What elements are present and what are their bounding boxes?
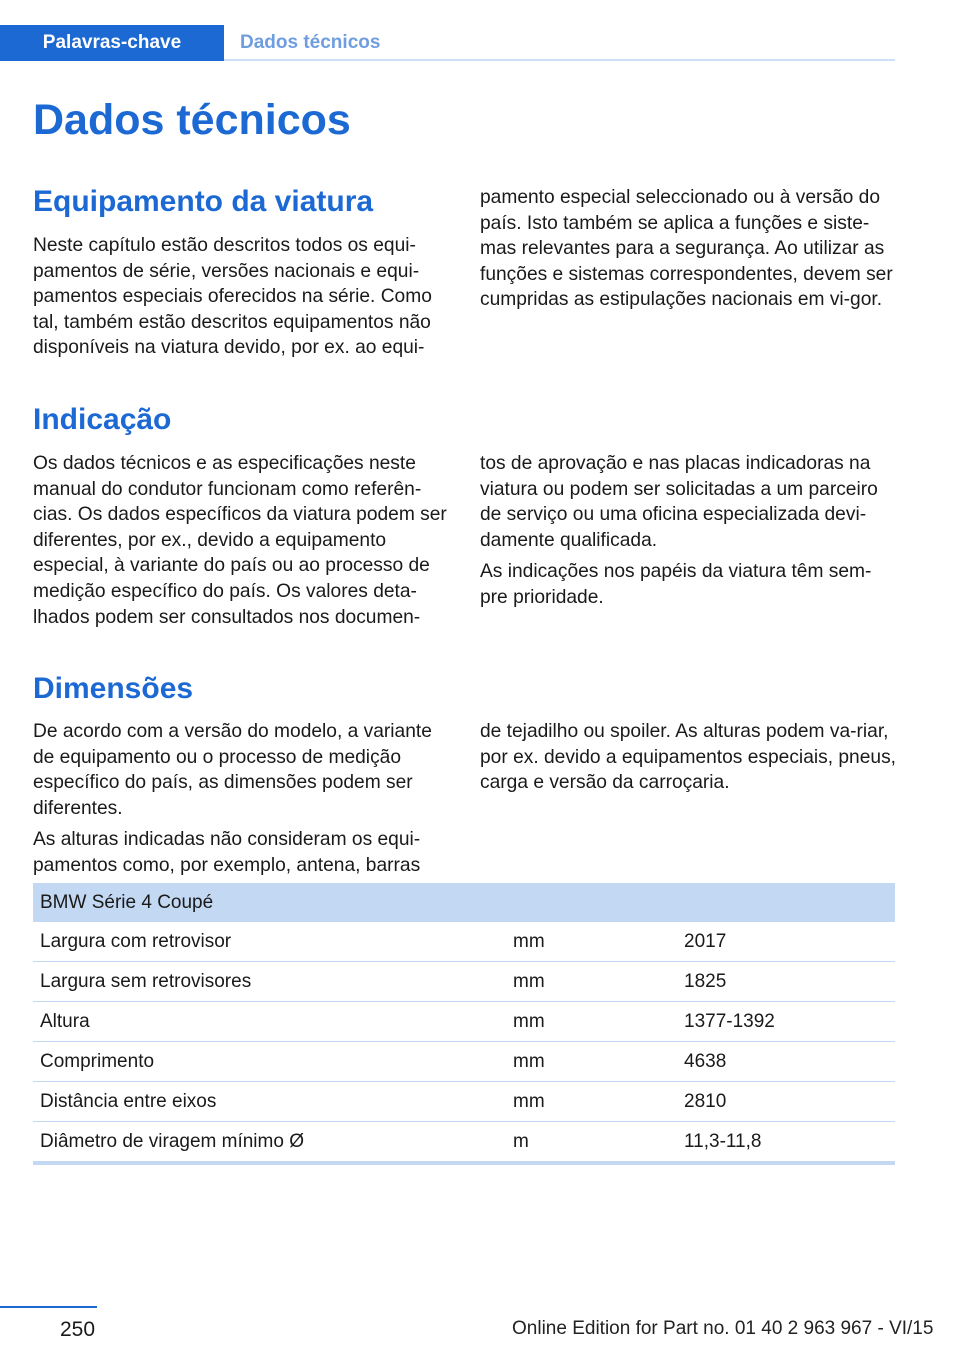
cell-label: Altura: [33, 1002, 506, 1042]
paragraph: De acordo com a versão do modelo, a variante de equipamento ou o processo de medição específico do país, as dimensões podem ser diferentes.: [33, 721, 432, 819]
cell-label: Largura com retrovisor: [33, 922, 506, 962]
cell-value: 4638: [677, 1042, 895, 1082]
indicacao-text-right: [480, 451, 896, 617]
cell-unit: mm: [506, 1082, 677, 1122]
cell-value: 1825: [677, 962, 895, 1002]
paragraph: As alturas indicadas não consideram os equi-pamentos como, por exemplo, antena, barras: [33, 829, 421, 876]
dimensoes-text-right: [480, 719, 896, 802]
cell-label: Largura sem retrovisores: [33, 962, 506, 1002]
equipamento-text-right: [480, 185, 896, 319]
table-row: [33, 962, 895, 1002]
dimensions-table: [33, 883, 895, 1165]
indicacao-text-left: [33, 451, 449, 636]
paragraph: As indicações nos papéis da viatura têm sem-pre prioridade.: [480, 561, 872, 608]
header-divider: [224, 59, 895, 61]
cell-value: 1377-1392: [677, 1002, 895, 1042]
tab-dados-tecnicos[interactable]: Dados técnicos: [240, 32, 381, 53]
heading-equipamento: Equipamento da viatura: [33, 185, 374, 218]
cell-unit: m: [506, 1122, 677, 1164]
table-header-row: [33, 883, 895, 922]
page-title: Dados técnicos: [33, 96, 351, 144]
paragraph: pamento especial seleccionado ou à versão do país. Isto também se aplica a funções e siste-mas relevantes para a segurança. Ao utilizar as funções e sistemas correspondentes, devem ser cumpridas as estipulações nacionais em vi-gor.: [480, 187, 893, 311]
cell-unit: mm: [506, 1042, 677, 1082]
paragraph: Os dados técnicos e as especificações neste manual do condutor funcionam como referên-cias. Os dados específicos da viatura podem ser diferentes, por ex., devido a equipamento especial, à variante do país ou ao processo de medição específico do país. Os valores deta-lhados podem ser consultados nos documen-: [33, 453, 447, 628]
paragraph: Neste capítulo estão descritos todos os equi-pamentos de série, versões nacionais e equi-pamentos especiais oferecidos na série. Como tal, também estão descritos equipamentos não disponíveis na viatura devido, por ex. ao equi-: [33, 235, 432, 359]
paragraph: de tejadilho ou spoiler. As alturas podem va-riar, por ex. devido a equipamentos especiais, pneus, carga e versão da carroçaria.: [480, 721, 896, 794]
page-number: 250: [60, 1318, 96, 1341]
paragraph: tos de aprovação e nas placas indicadoras na viatura ou podem ser solicitadas a um parceiro de serviço ou uma oficina especializada devi-damente qualificada.: [480, 453, 878, 551]
cell-unit: mm: [506, 1002, 677, 1042]
cell-label: Comprimento: [33, 1042, 506, 1082]
cell-value: 11,3-11,8: [677, 1122, 895, 1164]
heading-indicacao: Indicação: [33, 403, 172, 436]
cell-unit: mm: [506, 962, 677, 1002]
dimensoes-text-left: [33, 719, 449, 885]
cell-unit: mm: [506, 922, 677, 962]
edition-note: Online Edition for Part no. 01 40 2 963 967 - VI/15: [512, 1318, 934, 1339]
cell-value: 2017: [677, 922, 895, 962]
cell-label: Diâmetro de viragem mínimo Ø: [33, 1122, 506, 1164]
table-row: [33, 1122, 895, 1164]
table-row: [33, 1082, 895, 1122]
cell-value: 2810: [677, 1082, 895, 1122]
table-row: [33, 1042, 895, 1082]
tab-palavras-chave[interactable]: Palavras-chave: [0, 25, 224, 61]
table-row: [33, 1002, 895, 1042]
table-title: BMW Série 4 Coupé: [33, 883, 895, 922]
cell-label: Distância entre eixos: [33, 1082, 506, 1122]
footer-divider: [0, 1306, 97, 1308]
heading-dimensoes: Dimensões: [33, 672, 194, 705]
table-row: [33, 922, 895, 962]
equipamento-text-left: [33, 233, 449, 367]
header-tabbar: [0, 25, 895, 61]
